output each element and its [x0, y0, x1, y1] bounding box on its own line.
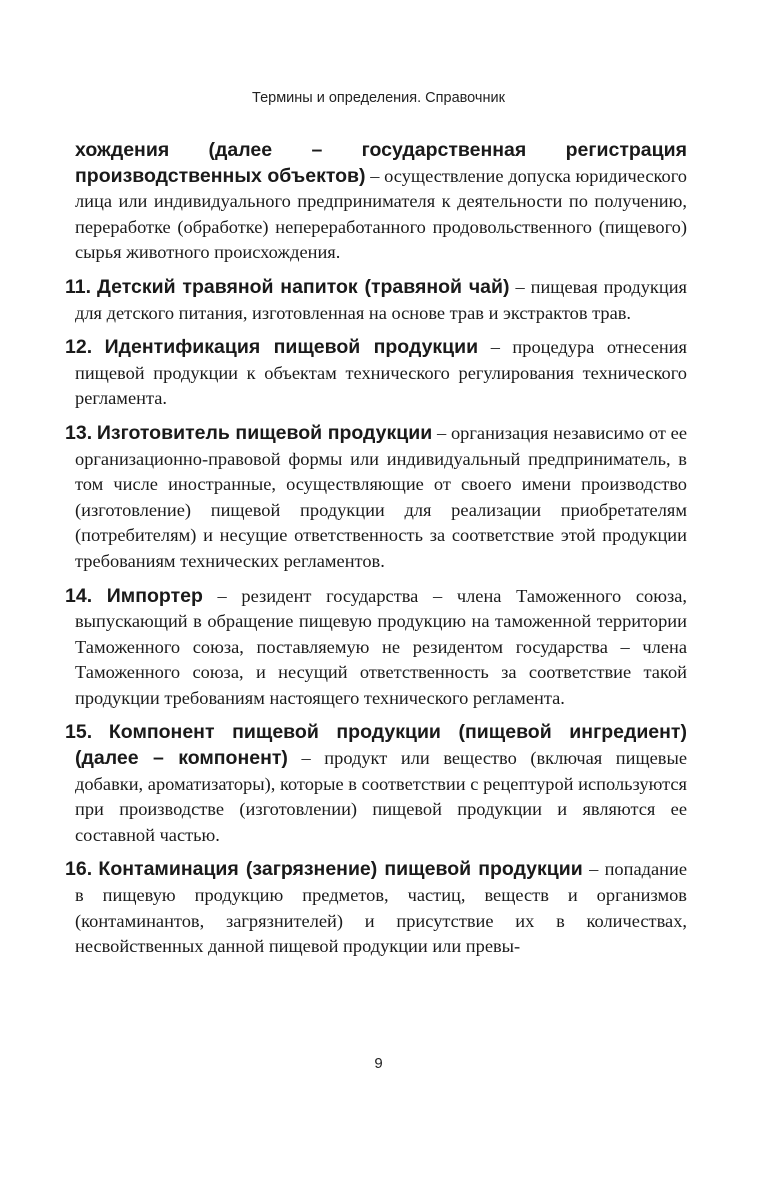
entry-paragraph [65, 720, 688, 848]
entry-number: 14. [65, 584, 93, 607]
entry-definition: – процедура отнесения пищевой продукции к объектам технического регулирования технического регламента. [75, 337, 687, 409]
entry-paragraph [65, 857, 687, 959]
entry-number: 12. [65, 336, 93, 359]
entry-definition: – попадание в пищевую продукцию предметов, частиц, веществ и организмов (контаминантов, загрязнителей) и присутствие их в количествах, несвойственных данной пищевой продукции или превы- [75, 859, 687, 957]
entry-term: Идентификация пищевой продукции [104, 336, 479, 359]
continued-entry [75, 138, 687, 266]
glossary-entry-15 [65, 720, 688, 848]
entry-number: 11. [65, 275, 92, 298]
entry-definition: – резидент государства – члена Таможенного союза, выпускающий в обращение пищевую продукцию на таможенной территории Таможенного союза, поставляемую не резидентом государства – члена Таможенного союза, и несущий ответственность за соответствие такой продукции требованиям настоящего технического регламента. [75, 585, 687, 708]
entry-paragraph [65, 584, 687, 712]
entry-paragraph [65, 335, 687, 412]
glossary-entry-11 [65, 275, 687, 326]
entry-number: 15. [65, 721, 93, 744]
page-number: 9 [374, 1055, 383, 1072]
entry-definition: – продукт или вещество (включая пищевые добавки, ароматизаторы), которые в соответствии с рецептурой используются при производстве (изготовлении) пищевой продукции и являются ее составной частью. [75, 748, 688, 845]
entry-term: Изготовитель пищевой продукции [96, 421, 433, 444]
entry-definition: – осуществление допуска юридического лица или индивидуального предпринимателя к деятельности по получению, переработке (обработке) непереработанного продовольственного (пищевого) сырья животного происхождения. [75, 165, 687, 263]
entry-definition: – пищевая продукция для детского питания, изготовленная на основе трав и экстрактов трав. [75, 276, 687, 323]
entry-definition: – организация независимо от ее организационно-правовой формы или индивидуальный предприниматель, в том числе иностранные, осуществляющие от своего имени производство (изготовление) пищевой продукции для реализации приобретателям (потребителям) и несущие ответственность за соответствие этой продукции требованиям технических регламентов. [75, 422, 687, 571]
running-head: Термины и определения. Справочник [252, 90, 505, 106]
glossary-entry-14 [65, 584, 687, 712]
entry-term: Компонент пищевой продукции (пищевой ингредиент) (далее – компонент) [75, 721, 687, 770]
entry-number: 16. [65, 858, 93, 881]
entry-term: Импортер [106, 584, 203, 607]
entry-term: хождения (далее – государственная регистрация производственных объектов) [75, 139, 687, 187]
glossary-entry-12 [65, 335, 687, 412]
entry-term: Контаминация (загрязнение) пищевой продукции [98, 858, 583, 881]
entry-paragraph [75, 138, 687, 266]
entry-term: Детский травяной напиток (травяной чай) [97, 275, 510, 298]
entry-paragraph [65, 275, 687, 326]
glossary-entry-16 [65, 857, 687, 959]
entry-number: 13. [65, 421, 93, 444]
glossary-entry-13 [65, 421, 687, 575]
entry-paragraph [65, 421, 687, 575]
page-body [65, 138, 688, 969]
